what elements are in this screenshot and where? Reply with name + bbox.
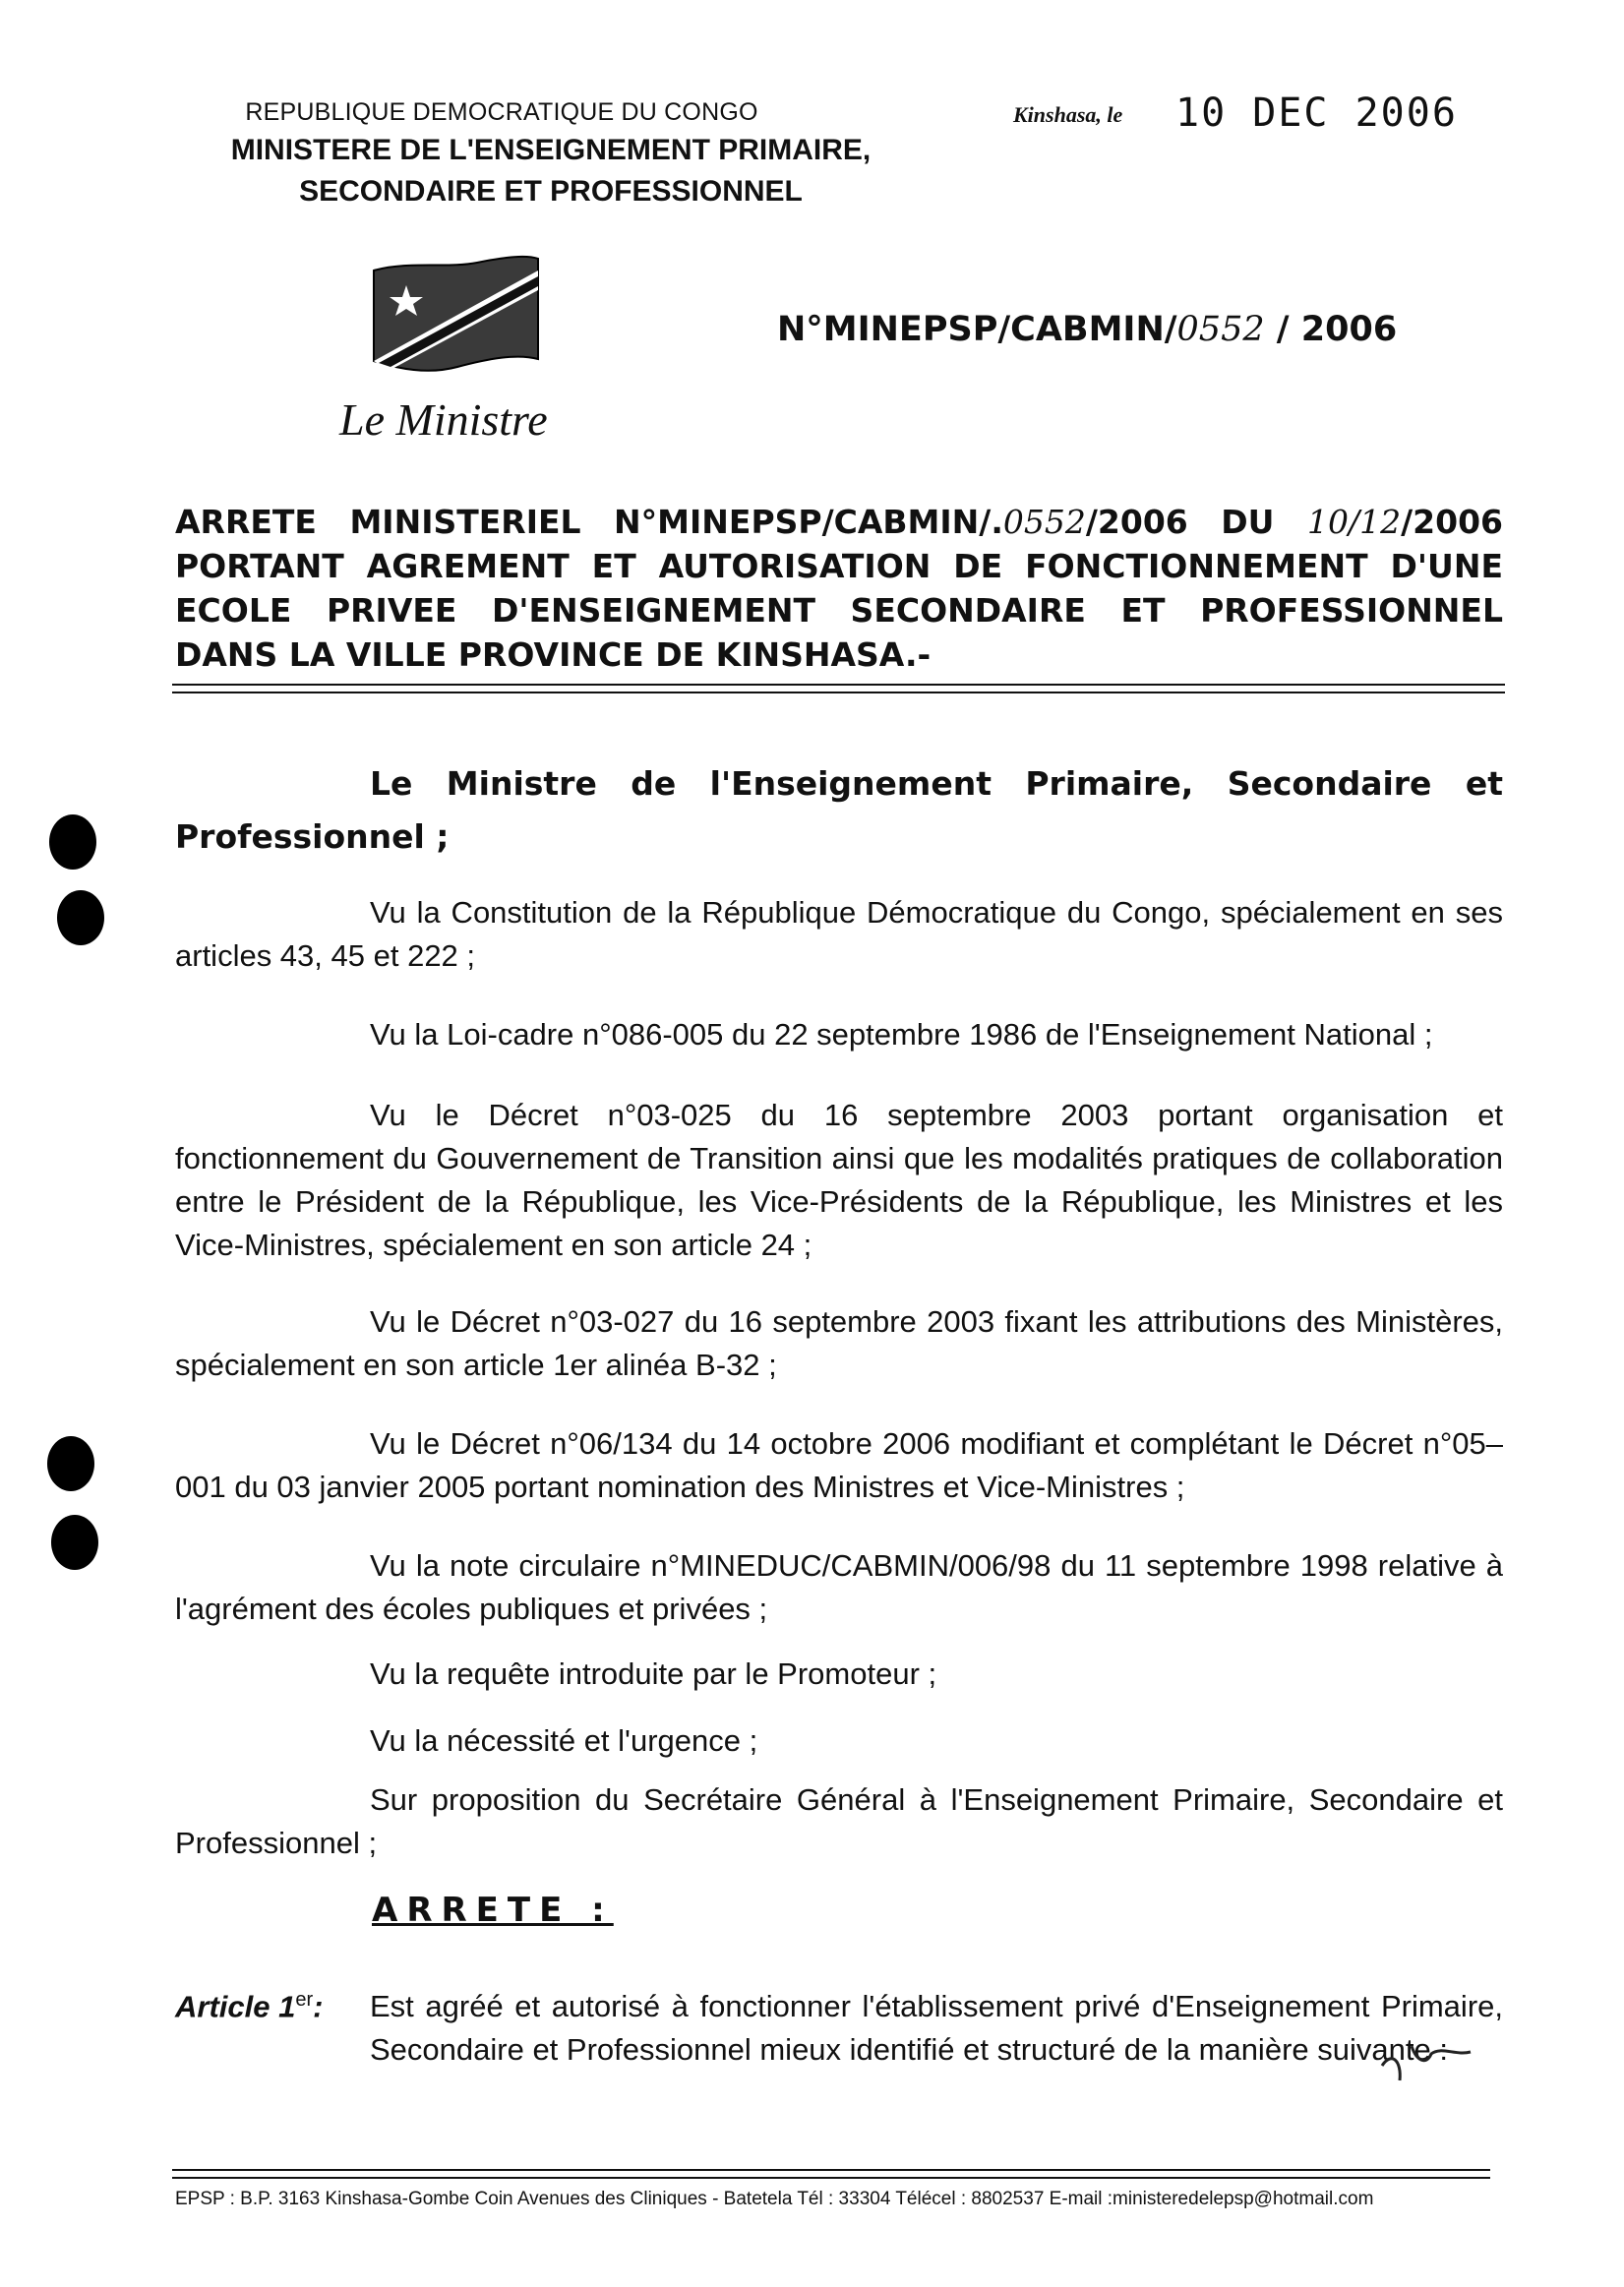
recital-paragraph: Vu la Constitution de la République Démocratique du Congo, spécialement en ses articles 43, 45 et 222 ;: [175, 895, 1503, 973]
ministry-line-1: MINISTERE DE L'ENSEIGNEMENT PRIMAIRE,: [230, 134, 872, 166]
place-label: Kinshasa, le: [1013, 102, 1123, 127]
title-part-2: /2006 DU: [1085, 503, 1307, 541]
article-label-text: Article 1: [175, 1989, 296, 2024]
footer-contact: EPSP : B.P. 3163 Kinshasa-Gombe Coin Avenues des Cliniques - Batetela Tél : 33304 Télécel : 8802537 E-mail :ministeredelepsp@hotmail.com: [175, 2189, 1374, 2209]
reference-prefix: N°MINEPSP/CABMIN/: [777, 310, 1177, 349]
title-rule-bottom: [172, 692, 1505, 693]
date-stamp: 10 DEC 2006: [1175, 90, 1458, 136]
country-name: REPUBLIQUE DEMOCRATIQUE DU CONGO: [245, 98, 758, 126]
article-1-text: Est agréé et autorisé à fonctionner l'établissement privé d'Enseignement Primaire, Secondaire et Professionnel mieux identifié et structuré de la manière suivante :: [370, 1989, 1503, 2067]
reference-number: [777, 310, 1397, 349]
footer-rule-top: [172, 2169, 1490, 2171]
ministry-line-2: SECONDAIRE ET PROFESSIONNEL: [299, 175, 803, 208]
punch-hole: [51, 1515, 98, 1570]
title-rule-top: [172, 684, 1505, 686]
article-label-sup: er: [295, 1989, 314, 2011]
article-label-colon: :: [313, 1989, 324, 2024]
decree-intro: Le Ministre de l'Enseignement Primaire, Secondaire et Professionnel ;: [175, 764, 1503, 856]
recital-paragraph: Vu la note circulaire n°MINEDUC/CABMIN/006/98 du 11 septembre 1998 relative à l'agrément des écoles publiques et privées ;: [175, 1548, 1503, 1626]
title-handwritten-number: 0552: [1002, 503, 1086, 541]
ministry-name: [177, 130, 925, 212]
recital-paragraph: Vu la requête introduite par le Promoteur ;: [370, 1656, 937, 1691]
reference-handwritten-number: 0552: [1176, 310, 1265, 349]
recital-paragraph: Vu le Décret n°03-025 du 16 septembre 2003 portant organisation et fonctionnement du Gouvernement de Transition ainsi que les modalités pratiques de collaboration entre le Président de la République, les Vice-Présidents de la République, les Ministres et les Vice-Ministres, spécialement en son article 24 ;: [175, 1098, 1503, 1262]
arrete-heading: ARRETE :: [372, 1891, 614, 1930]
punch-hole: [49, 814, 96, 870]
drc-flag-icon: [369, 251, 546, 379]
initials-icon: [1372, 2026, 1480, 2095]
article-1-label: [175, 1989, 323, 2024]
recital-paragraph: Sur proposition du Secrétaire Général à l'Enseignement Primaire, Secondaire et Professionnel ;: [175, 1782, 1503, 1860]
punch-hole: [57, 890, 104, 945]
title-part-3: /2006 PORTANT AGREMENT ET AUTORISATION DE FONCTIONNEMENT D'UNE ECOLE PRIVEE D'ENSEIGNEMENT SECONDAIRE ET PROFESSIONNEL: [175, 503, 1503, 630]
title-last-line: DANS LA VILLE PROVINCE DE KINSHASA.-: [175, 635, 932, 674]
decree-title: [175, 500, 1503, 677]
recital-paragraph: Vu la Loi-cadre n°086-005 du 22 septembre 1986 de l'Enseignement National ;: [370, 1017, 1433, 1052]
punch-hole: [47, 1436, 94, 1491]
recital-paragraph: Vu le Décret n°06/134 du 14 octobre 2006 modifiant et complétant le Décret n°05–001 du 03 janvier 2005 portant nomination des Ministres et Vice-Ministres ;: [175, 1426, 1503, 1504]
signatory-title: Le Ministre: [339, 394, 548, 445]
title-part-1: ARRETE MINISTERIEL N°MINEPSP/CABMIN/.: [175, 503, 1003, 541]
title-handwritten-date: 10/12: [1306, 503, 1402, 541]
reference-suffix: / 2006: [1276, 310, 1398, 349]
recital-paragraph: Vu la nécessité et l'urgence ;: [370, 1723, 758, 1758]
recital-paragraph: Vu le Décret n°03-027 du 16 septembre 2003 fixant les attributions des Ministères, spécialement en son article 1er alinéa B-32 ;: [175, 1304, 1503, 1382]
footer-rule-bottom: [172, 2177, 1490, 2179]
